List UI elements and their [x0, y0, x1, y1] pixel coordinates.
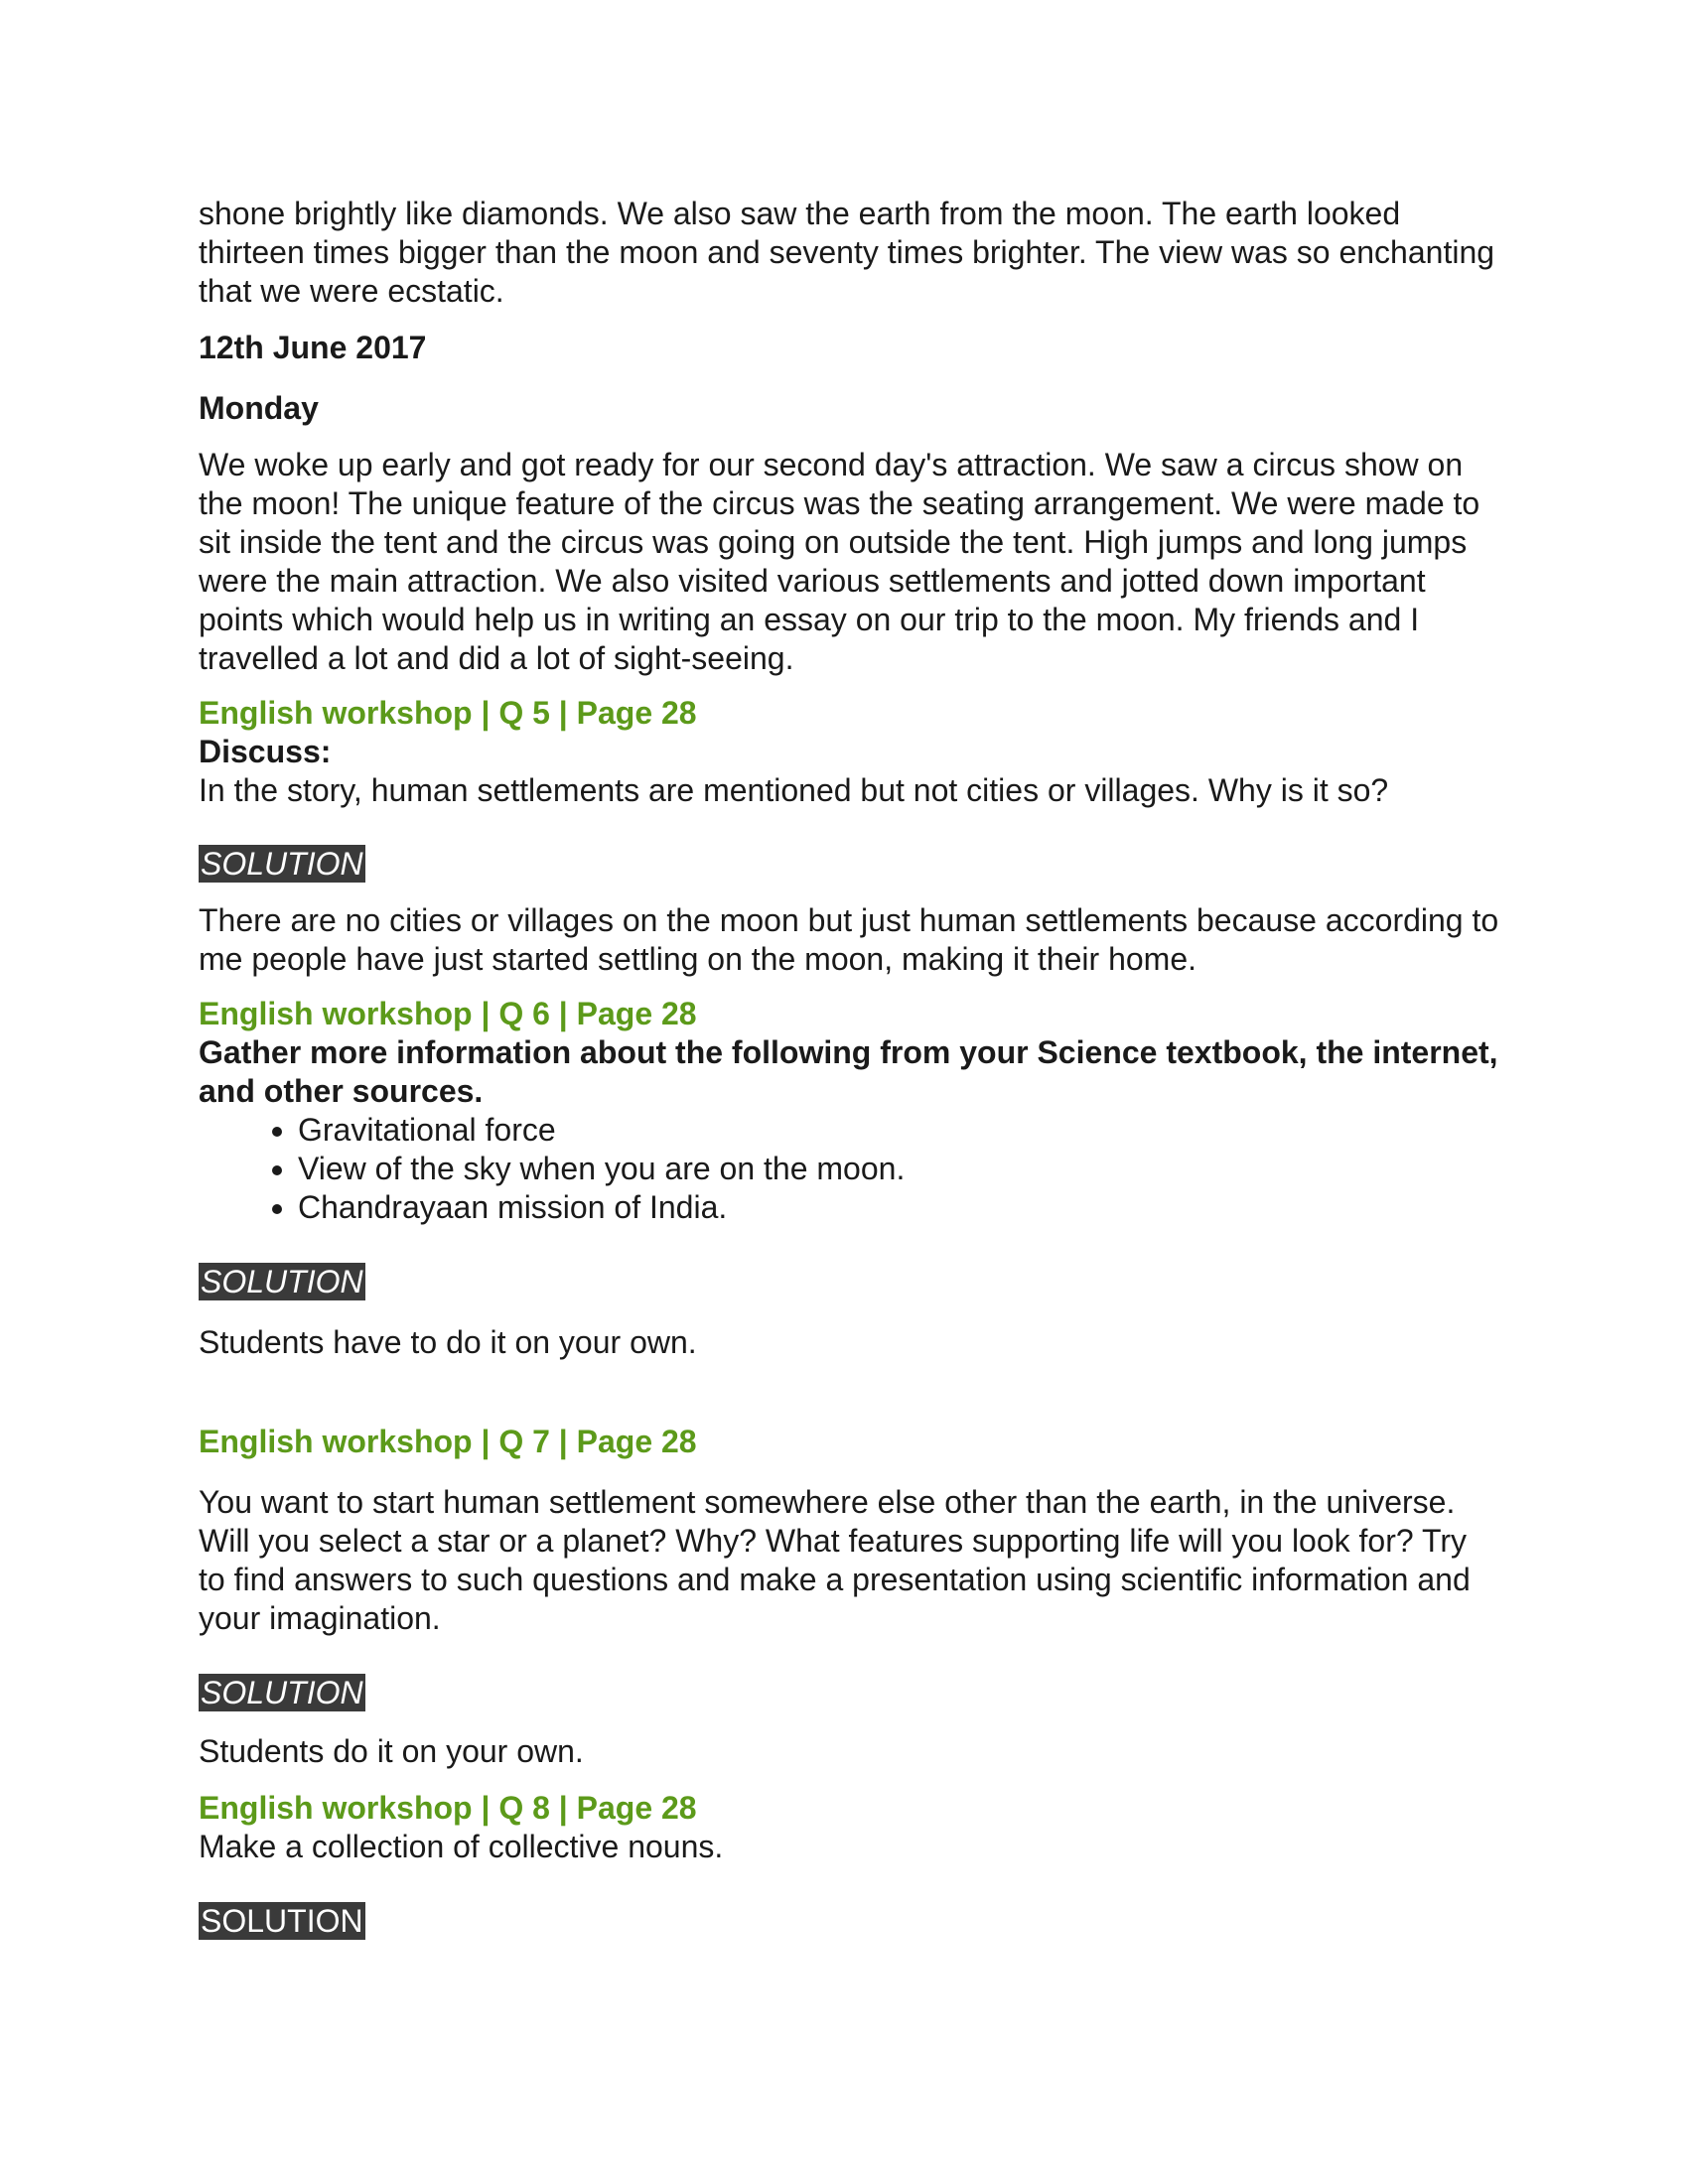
- question-6: [199, 995, 1499, 1423]
- question-6-answer: Students have to do it on your own.: [199, 1324, 697, 1360]
- diary-date: 12th June 2017: [199, 330, 427, 365]
- list-item: • View of the sky when you are on the moon.: [298, 1150, 1499, 1188]
- question-8-text: Make a collection of collective nouns.: [199, 1829, 724, 1864]
- solution-label: SOLUTION: [201, 1903, 363, 1939]
- question-5-heading: English workshop | Q 5 | Page 28: [199, 695, 697, 731]
- question-6-heading: English workshop | Q 6 | Page 28: [199, 996, 697, 1031]
- question-7-answer: Students do it on your own.: [199, 1733, 584, 1769]
- question-7: [199, 1423, 1499, 1789]
- question-7-heading: English workshop | Q 7 | Page 28: [199, 1424, 697, 1459]
- question-8-heading: English workshop | Q 8 | Page 28: [199, 1790, 697, 1826]
- question-5-answer: There are no cities or villages on the moon but just human settlements because according to me people have just started settling on the moon, making it their home.: [199, 902, 1499, 977]
- question-8: [199, 1789, 1499, 1941]
- solution-label: SOLUTION: [201, 846, 363, 882]
- diary-day: Monday: [199, 390, 319, 426]
- question-6-list: [199, 1111, 1499, 1227]
- document-page: [199, 195, 1499, 1941]
- question-5: [199, 694, 1499, 979]
- question-5-label: Discuss:: [199, 734, 332, 769]
- solution-label: SOLUTION: [201, 1675, 363, 1710]
- question-6-text: Gather more information about the following from your Science textbook, the internet, and other sources.: [199, 1034, 1498, 1109]
- solution-label: SOLUTION: [201, 1264, 363, 1299]
- list-item: • Chandrayaan mission of India.: [298, 1188, 1499, 1227]
- day-paragraph: We woke up early and got ready for our second day's attraction. We saw a circus show on the moon! The unique feature of the circus was the seating arrangement. We were made to sit inside the tent and the circus was going on outside the tent. High jumps and long jumps were the main attraction. We also visited various settlements and jotted down important points which would help us in writing an essay on our trip to the moon. My friends and I travelled a lot and did a lot of sight-seeing.: [199, 447, 1480, 676]
- question-7-text: You want to start human settlement somewhere else other than the earth, in the universe. Will you select a star or a planet? Why? What features supporting life will you look for? Try to find answers to such questions and make a presentation using scientific information and your imagination.: [199, 1484, 1471, 1636]
- intro-paragraph: shone brightly like diamonds. We also saw the earth from the moon. The earth looked thirteen times bigger than the moon and seventy times brighter. The view was so enchanting that we were ecstatic.: [199, 196, 1495, 309]
- question-5-text: In the story, human settlements are mentioned but not cities or villages. Why is it so?: [199, 772, 1389, 808]
- list-item: • Gravitational force: [298, 1111, 1499, 1150]
